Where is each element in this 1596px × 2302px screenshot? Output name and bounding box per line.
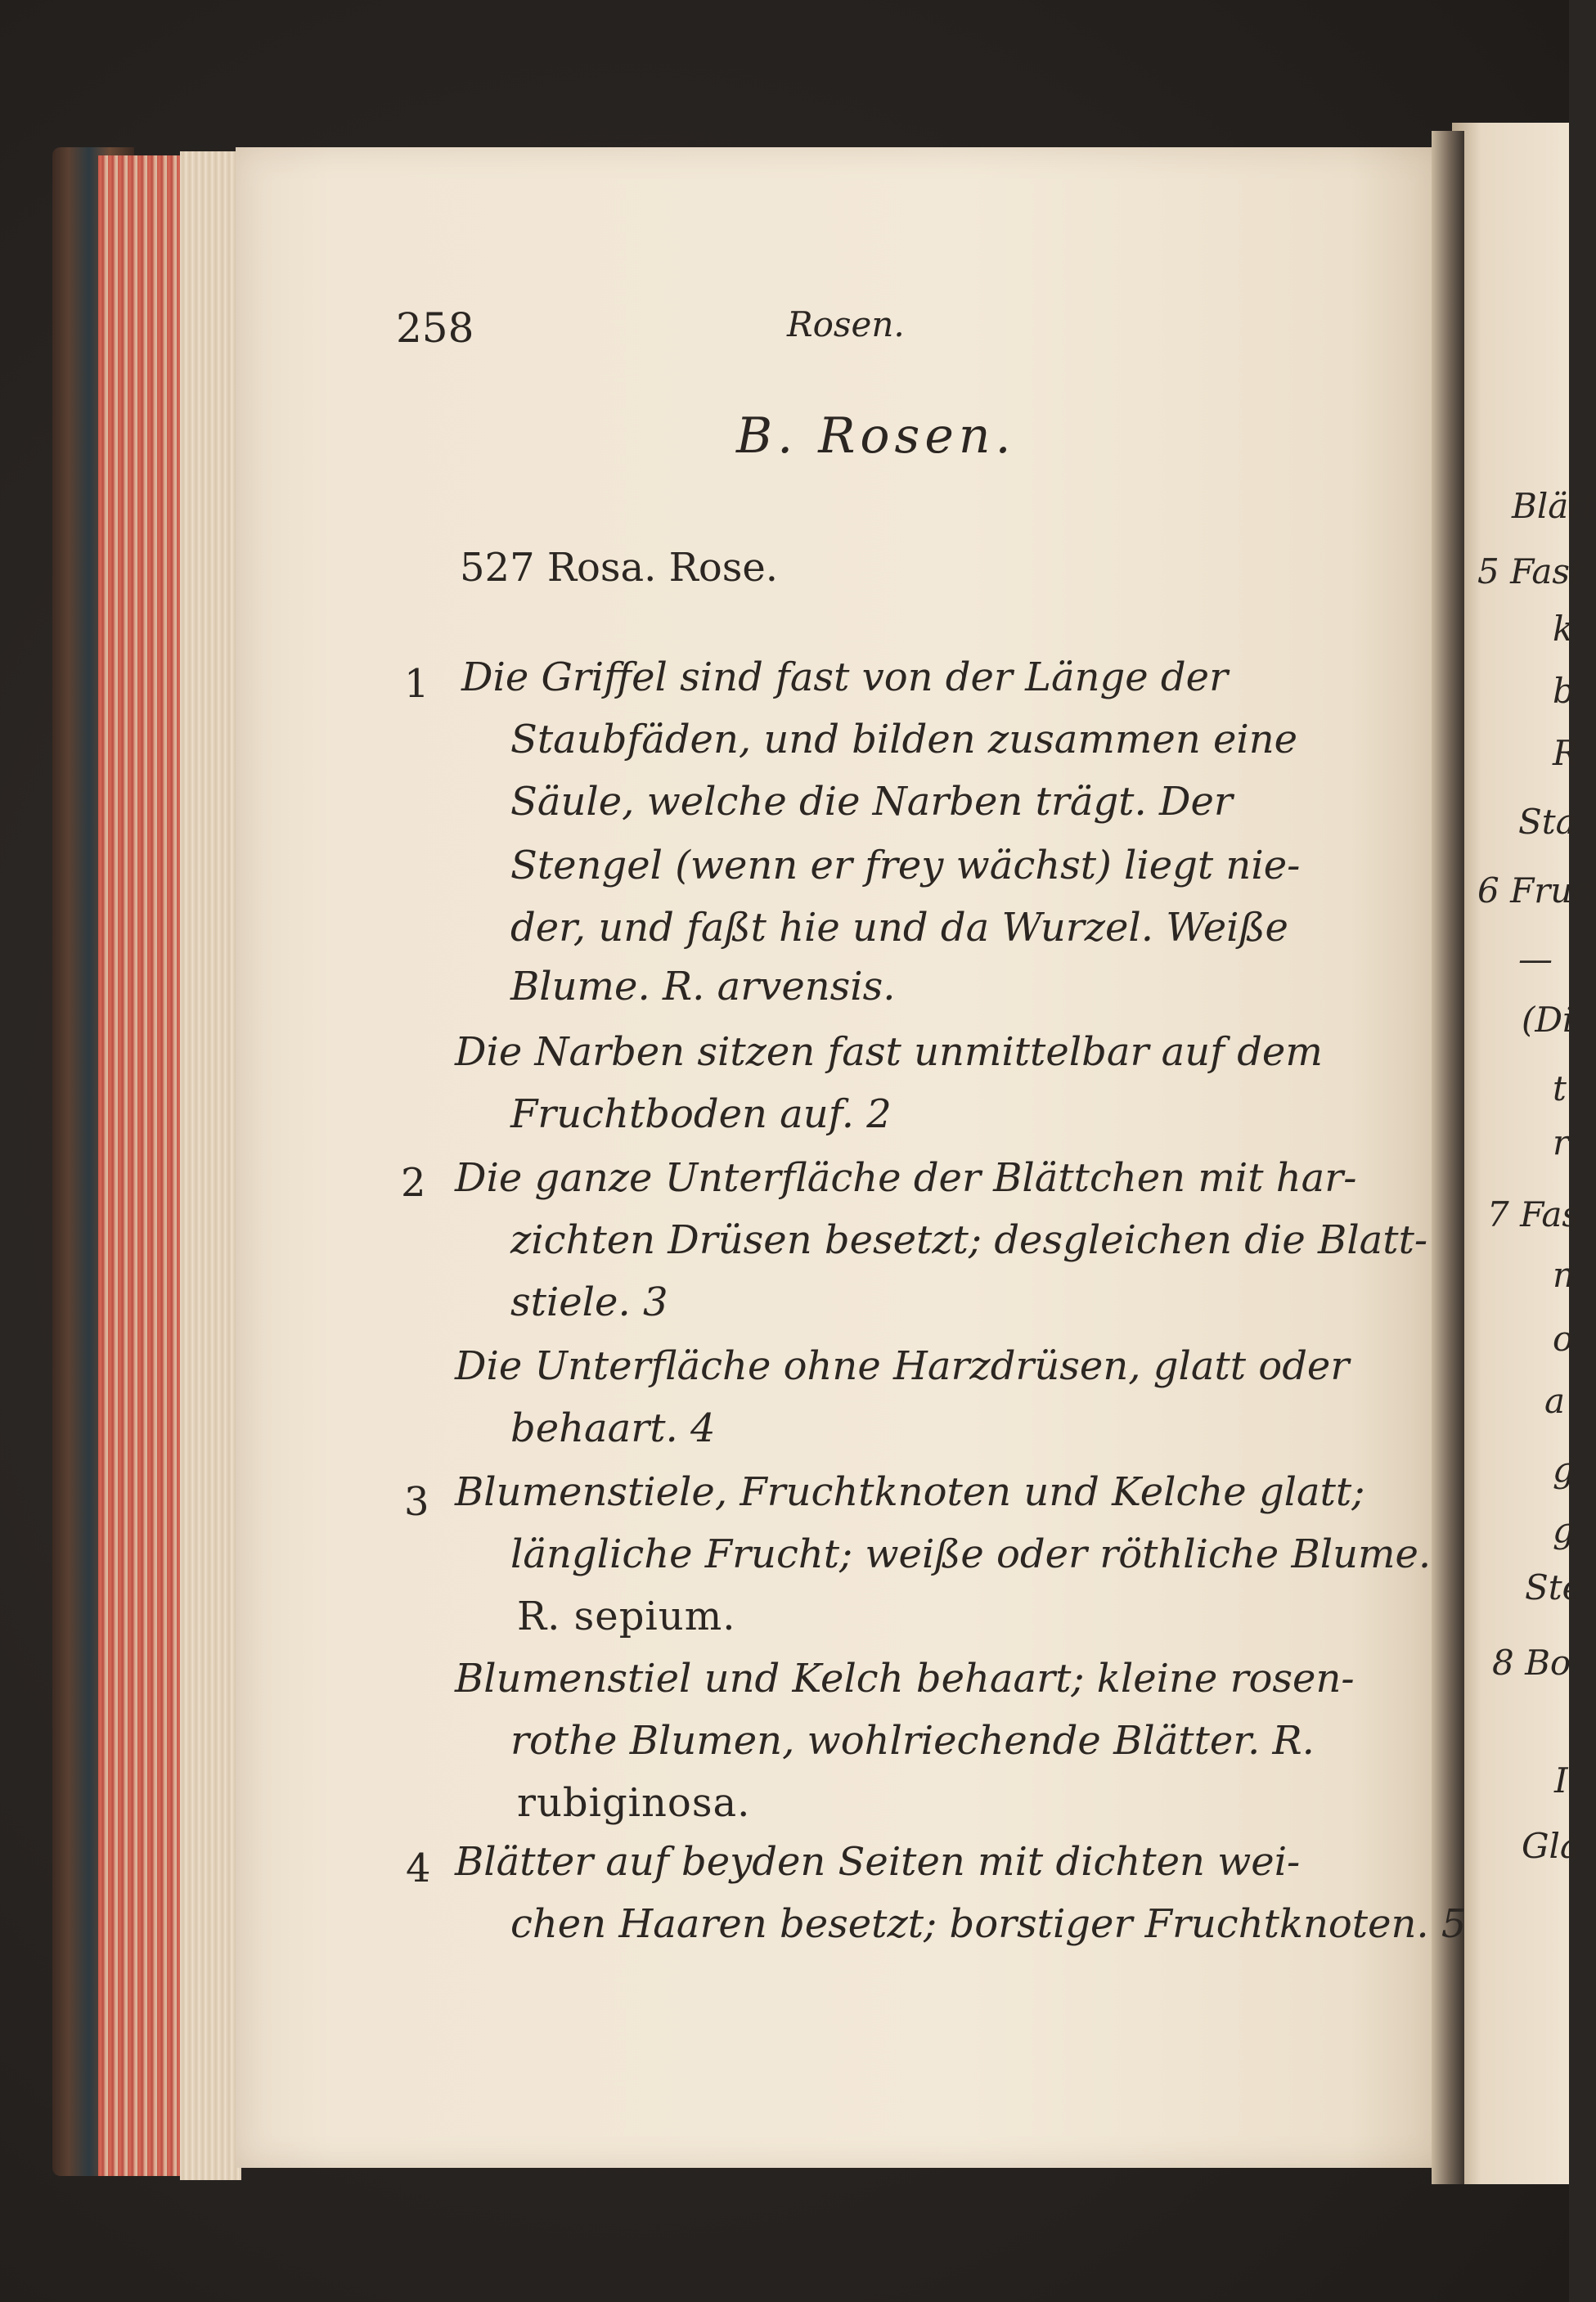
section-title: B. Rosen. [736,407,1016,465]
entry-line: Blätter auf beyden Seiten mit dichten wei- [455,1839,1301,1885]
facing-text: o [1553,1319,1574,1359]
facing-text: b [1553,671,1575,711]
book-gutter [1432,131,1464,2184]
facing-text: Ste [1525,1567,1583,1607]
entry-line: zichten Drüsen besetzt; desgleichen die Blatt- [510,1217,1428,1263]
entry-line: Blumenstiele, Fruchtknoten und Kelche glatt; [455,1469,1365,1515]
facing-text: R [1553,733,1579,773]
facing-text: I [1554,1760,1568,1801]
facing-text: n [1553,1255,1576,1295]
entry-line: Staubfäden, und bilden zusammen eine [510,717,1298,762]
facing-text: g [1553,1510,1575,1550]
entry-line: R. sepium. [517,1594,736,1639]
genus-heading: 527 Rosa. Rose. [460,545,779,591]
page-block-inner [180,151,241,2180]
entry-line: längliche Frucht; weiße oder röthliche Blume. [510,1531,1432,1577]
facing-text: g [1553,1450,1575,1490]
facing-text: Gla [1522,1826,1581,1866]
entry-number: 2 [401,1160,426,1206]
facing-text: (Di [1522,1000,1574,1040]
facing-text: 8 Bo [1492,1643,1571,1683]
entry-number: 4 [406,1846,431,1891]
running-head: Rosen. [787,304,905,344]
entry-line: behaart. 4 [510,1405,716,1451]
entry-line: rothe Blumen, wohlriechende Blätter. R. [510,1718,1315,1764]
facing-text: k [1553,609,1574,649]
entry-line: Die Griffel sind fast von der Länge der [461,654,1229,700]
entry-line: chen Haaren besetzt; borstiger Fruchtknoten. 5 [510,1901,1467,1947]
facing-text: t [1553,1068,1567,1108]
entry-line: der, und faßt hie und da Wurzel. Weiße [510,905,1288,951]
entry-line: rubiginosa. [517,1780,751,1826]
page-number: 258 [396,304,474,352]
facing-text: 5 Fast [1477,551,1584,591]
facing-text: Blätt [1512,486,1596,526]
entry-line: Fruchtboden auf. 2 [510,1091,892,1137]
entry-line: Säule, welche die Narben trägt. Der [510,779,1233,825]
entry-line: Die Unterfläche ohne Harzdrüsen, glatt oder [455,1343,1350,1389]
facing-text: a [1544,1381,1566,1421]
entry-line: Stengel (wenn er frey wächst) liegt nie- [510,843,1301,888]
entry-number: 1 [404,661,429,707]
facing-text: 7 Fas [1487,1194,1580,1234]
facing-text: 6 Fruc [1477,870,1592,910]
entry-line: Blume. R. arvensis. [510,964,896,1009]
facing-text: Sta [1518,802,1576,842]
entry-line: Die Narben sitzen fast unmittelbar auf dem [455,1029,1323,1075]
right-page [1452,123,1569,2184]
entry-line: Blumenstiel und Kelch behaart; kleine rosen- [455,1656,1355,1702]
entry-line: stiele. 3 [510,1279,668,1325]
entry-number: 3 [404,1479,429,1525]
facing-text: — [1518,939,1553,979]
entry-line: Die ganze Unterfläche der Blättchen mit har- [455,1155,1357,1201]
facing-text: r [1553,1122,1570,1162]
